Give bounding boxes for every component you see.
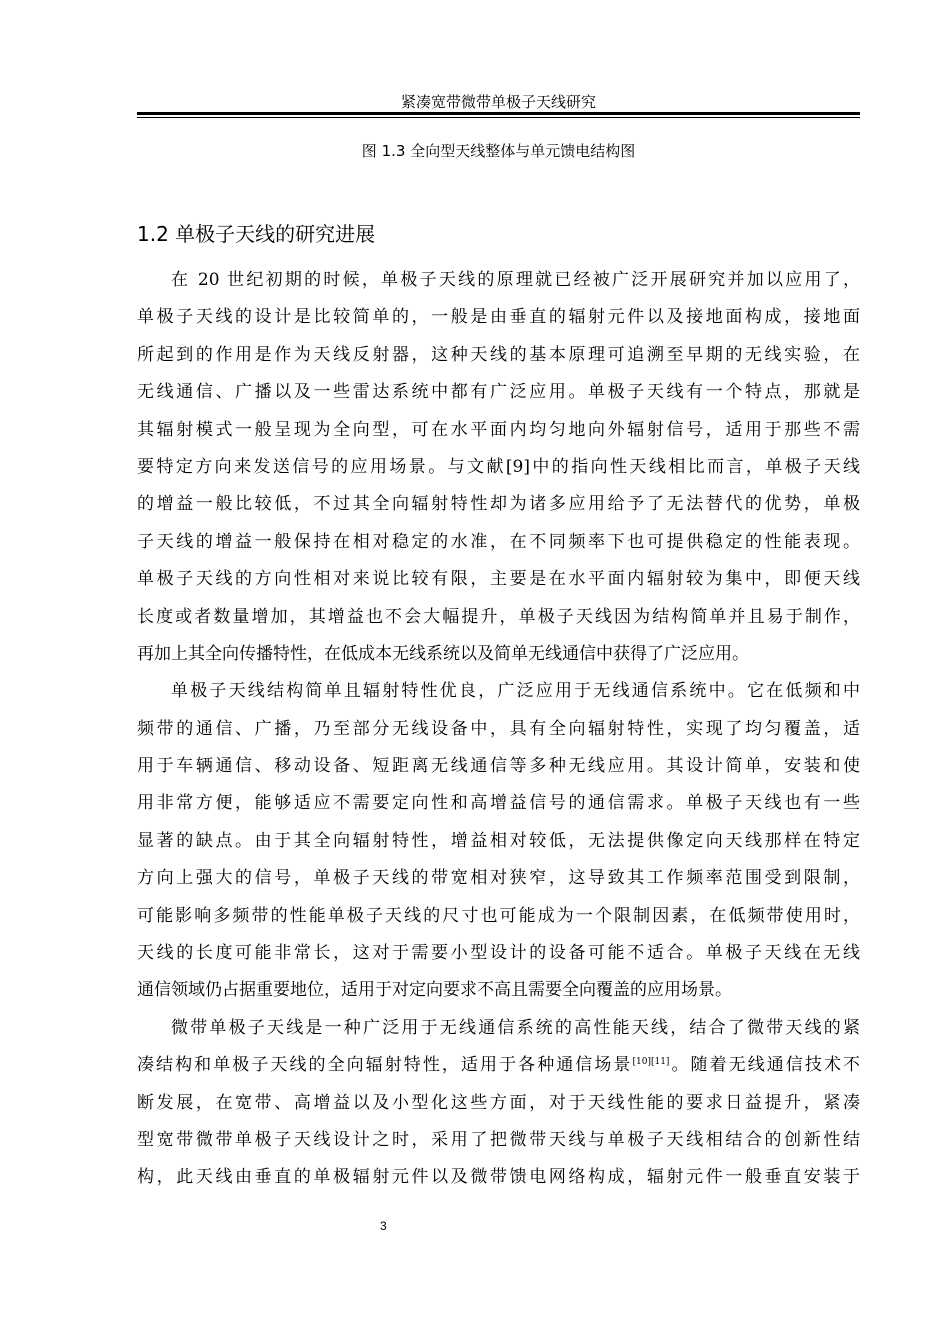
text-line: 断发展，在宽带、高增益以及小型化这些方面，对于天线性能的要求日益提升，紧凑 xyxy=(137,1092,860,1113)
text-line: 在 20 世纪初期的时候，单极子天线的原理就已经被广泛开展研究并加以应用了， xyxy=(171,270,860,290)
text-line: 无线通信、广播以及一些雷达系统中都有广泛应用。单极子天线有一个特点，那就是 xyxy=(137,382,860,403)
text-span: 。随着无线通信技术不 xyxy=(669,1055,861,1076)
text-line: 构，此天线由垂直的单极辐射元件以及微带馈电网络构成，辐射元件一般垂直安装于 xyxy=(137,1167,860,1188)
text-span: 凑结构和单极子天线的全向辐射特性，适用于各种通信场景 xyxy=(137,1055,633,1076)
text-line: 用非常方便，能够适应不需要定向性和高增益信号的通信需求。单极子天线也有一些 xyxy=(137,793,860,814)
text-line: 通信领域仍占据重要地位，适用于对定向要求不高且需要全向覆盖的应用场景。 xyxy=(137,980,732,1001)
body-text xyxy=(137,262,860,1197)
text-line: 再加上其全向传播特性，在低成本无线系统以及简单无线通信中获得了广泛应用。 xyxy=(137,643,749,664)
paragraph-3 xyxy=(137,1010,860,1197)
figure-caption: 图 1.3 全向型天线整体与单元馈电结构图 xyxy=(361,142,636,160)
header-rule-thick xyxy=(137,112,860,115)
text-line: 天线的长度可能非常长，这对于需要小型设计的设备可能不适合。单极子天线在无线 xyxy=(137,943,860,964)
text-line: 微带单极子天线是一种广泛用于无线通信系统的高性能天线，结合了微带天线的紧 xyxy=(171,1017,860,1038)
text-line: 单极子天线结构简单且辐射特性优良，广泛应用于无线通信系统中。它在低频和中 xyxy=(171,681,860,702)
text-line: 型宽带微带单极子天线设计之时，采用了把微带天线与单极子天线相结合的创新性结 xyxy=(137,1129,860,1150)
text-line: 频带的通信、广播，乃至部分无线设备中，具有全向辐射特性，实现了均匀覆盖，适 xyxy=(137,718,860,739)
text-line: 的增益一般比较低，不过其全向辐射特性却为诸多应用给予了无法替代的优势，单极 xyxy=(137,494,860,515)
text-line: 单极子天线的设计是比较简单的，一般是由垂直的辐射元件以及接地面构成，接地面 xyxy=(137,307,860,328)
text-line: 其辐射模式一般呈现为全向型，可在水平面内均匀地向外辐射信号，适用于那些不需 xyxy=(137,419,860,440)
text-line: 要特定方向来发送信号的应用场景。与文献[9]中的指向性天线相比而言，单极子天线 xyxy=(137,456,860,477)
text-line: 长度或者数量增加，其增益也不会大幅提升，单极子天线因为结构简单并且易于制作， xyxy=(137,606,860,627)
text-line xyxy=(137,1047,860,1084)
paragraph-1 xyxy=(137,262,860,673)
page-number: 3 xyxy=(380,1219,387,1233)
text-line: 子天线的增益一般保持在相对稳定的水准，在不同频率下也可提供稳定的性能表现。 xyxy=(137,531,860,552)
text-line: 显著的缺点。由于其全向辐射特性，增益相对较低，无法提供像定向天线那样在特定 xyxy=(137,830,860,851)
running-header: 紧凑宽带微带单极子天线研究 xyxy=(400,93,596,111)
text-line: 单极子天线的方向性相对来说比较有限，主要是在水平面内辐射较为集中，即便天线 xyxy=(137,569,860,590)
text-line: 所起到的作用是作为天线反射器，这种天线的基本原理可追溯至早期的无线实验，在 xyxy=(137,344,860,365)
citation[interactable]: [10][11] xyxy=(632,1057,670,1068)
paragraph-2 xyxy=(137,673,860,1010)
header-rule-thin xyxy=(137,117,860,118)
section-heading: 1.2 单极子天线的研究进展 xyxy=(137,222,376,246)
text-line: 用于车辆通信、移动设备、短距离无线通信等多种无线应用。其设计简单，安装和使 xyxy=(137,756,860,777)
text-line: 可能影响多频带的性能单极子天线的尺寸也可能成为一个限制因素，在低频带使用时， xyxy=(137,905,860,926)
text-line: 方向上强大的信号，单极子天线的带宽相对狭窄，这导致其工作频率范围受到限制， xyxy=(137,868,860,889)
